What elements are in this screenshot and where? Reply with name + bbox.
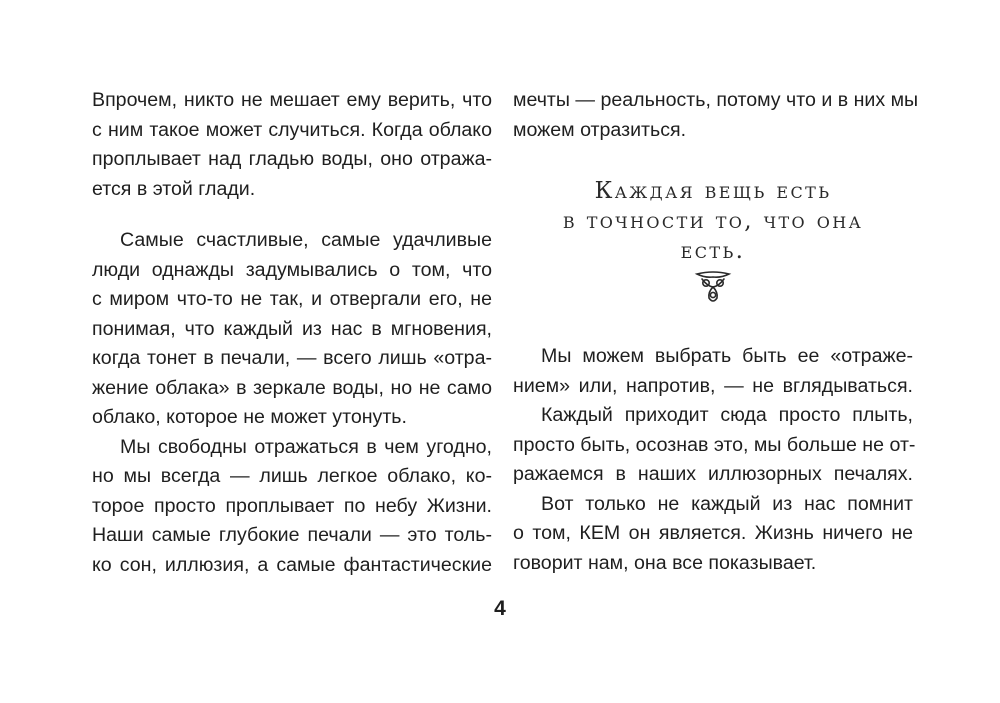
page-number: 4 [494,597,506,620]
quote-line: в точности то, что она [562,208,864,234]
text-line: Наши самые глубокие печали — это толь- [92,524,492,546]
quote-line: есть. [680,238,746,264]
right-column-bottom [513,342,916,578]
text-line: мечты — реальность, потому что и в них мы [513,89,919,111]
text-line: торое просто проплывает по небу Жизни. [92,494,492,517]
text-line: ется в этой глади. [92,177,256,200]
text-line: жение облака» в зеркале воды, но не само [92,376,492,399]
quote-line: Каждая вещь есть [594,178,832,204]
triquetra-ornament-icon [693,268,733,308]
text-line: о том, КЕМ он является. Жизнь ничего не [513,522,913,544]
text-line: Впрочем, никто не мешает ему верить, что [92,89,492,111]
text-line: Вот только не каждый из нас помнит [541,492,913,515]
text-line: Самые счастливые, самые удачливые [120,229,492,251]
epigraph-quote [513,176,913,266]
text-line: Мы свободны отражаться в чем угодно, [120,435,492,458]
text-line: Мы можем выбрать быть ее «отраже- [541,345,913,367]
text-line: облако, которое не может утонуть. [92,406,407,428]
text-line: говорит нам, она все показывает. [513,551,817,574]
right-column-top [513,86,919,145]
text-line: люди однажды задумывались о том, что [92,258,492,281]
text-line: Каждый приходит сюда просто плыть, [541,404,913,426]
left-column [92,86,492,580]
text-line: с миром что-то не так, и отвергали его, не [92,288,492,310]
text-line: можем отразиться. [513,118,687,141]
paragraph-gap [92,204,492,226]
text-line: проплывает над гладью воды, оно отража- [92,148,492,170]
text-line: но мы всегда — лишь легкое облако, ко- [92,465,492,487]
text-line: нием» или, напротив, — не вглядываться. [513,374,913,397]
text-line: с ним такое может случиться. Когда облако [92,118,492,141]
text-line: просто быть, осознав это, мы больше не от- [513,433,916,456]
text-line: когда тонет в печали, — всего лишь «отра- [92,347,492,369]
text-line: понимая, что каждый из нас в мгновения, [92,317,492,340]
text-line: ражаемся в наших иллюзорных печалях. [513,463,913,485]
text-line: ко сон, иллюзия, а самые фантастические [92,553,492,576]
